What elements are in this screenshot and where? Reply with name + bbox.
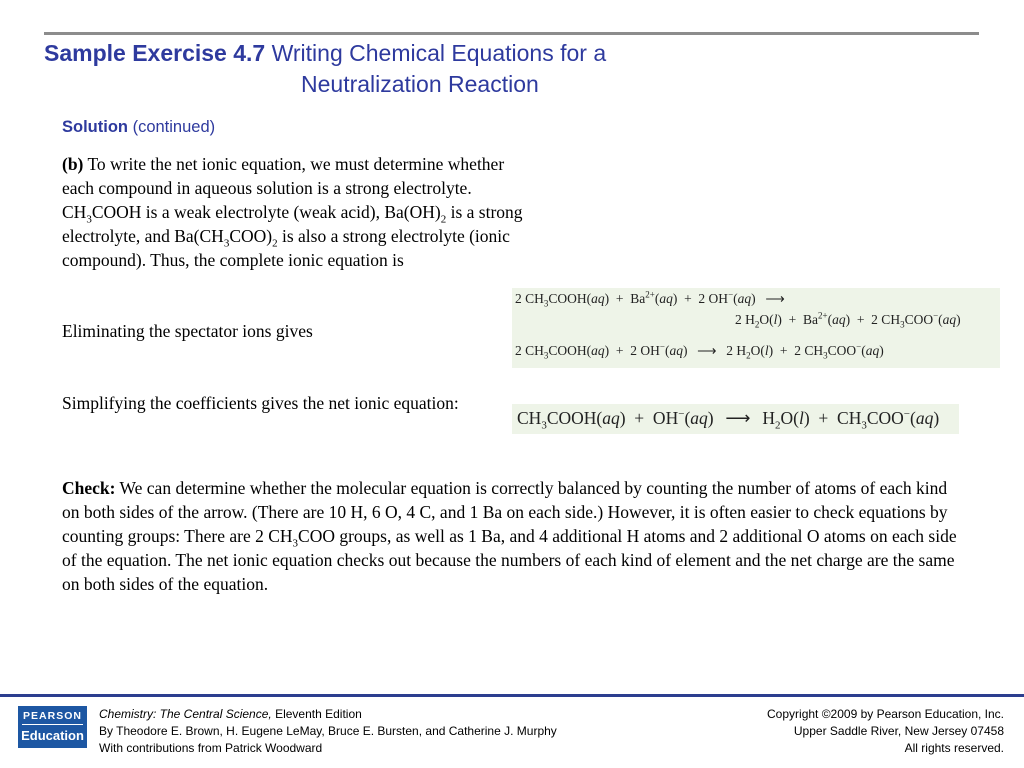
footer-rights: All rights reserved. — [904, 741, 1004, 755]
footer-rule — [0, 694, 1024, 697]
title-line2: Neutralization Reaction — [301, 71, 539, 97]
subhead-bold: Solution — [62, 118, 128, 136]
footer-book-title: Chemistry: The Central Science, — [99, 707, 272, 721]
paragraph-simplifying: Simplifying the coefficients gives the net ionic equation: — [62, 393, 459, 413]
footer-authors: By Theodore E. Brown, H. Eugene LeMay, Bruce E. Bursten, and Catherine J. Murphy — [99, 724, 557, 738]
paragraph-b-text-1: To write the net ionic equation, we must determine whether each compound in aqueous solution is a strong electrolyte. CH — [62, 154, 505, 222]
title-line1: Writing Chemical Equations for a — [271, 40, 607, 66]
complete-ionic-line1: 2 $CH_3COOH(aq) + Ba^{2+}(aq) + 2$ OH−(aq) ⟶ — [515, 289, 785, 309]
footer-copyright — [767, 706, 1004, 757]
paragraph-b-text-2: COOH is a weak electrolyte (weak acid), Ba(OH) — [91, 202, 441, 222]
footer-citation — [99, 706, 557, 757]
paragraph-b-text-5: is also a strong electrolyte (ionic compound). Thus, the complete ionic equation is — [62, 226, 510, 270]
exercise-number: Sample Exercise 4.7 — [44, 40, 266, 66]
subhead-rest: (continued) — [132, 118, 216, 136]
slide-title — [44, 38, 724, 100]
paragraph-b-text-4: COO) — [229, 226, 273, 246]
paragraph-b-sub-4: 2 — [272, 237, 278, 250]
pearson-logo — [18, 706, 87, 748]
complete-ionic-equation-figure — [512, 288, 1000, 368]
paragraph-b — [62, 152, 527, 272]
check-label: Check: — [62, 478, 116, 498]
footer-book-line — [99, 706, 557, 723]
check-text-2: COO groups, as well as 1 Ba, and 4 additional H atoms and 2 additional O atoms on each side of the equation. The net ionic equation checks out because the numbers of each kind of element and the net charge are the same on both sides of the equation. — [62, 526, 957, 594]
paragraph-b-sub-3: 3 — [223, 237, 230, 250]
footer-copyright-line: Copyright ©2009 by Pearson Education, Inc. — [767, 707, 1004, 721]
complete-ionic-line2: 2 $H_2O(l) + Ba^{2+}(aq) + 2$ $CH_3COO^-(aq)$ — [735, 310, 961, 330]
paragraph-b-sub-1: 3 — [86, 213, 92, 226]
spectator-removed-equation: 2 $CH_3COOH(aq) + 2$ OH−(aq) ⟶ 2 $H_2O(l) + 2$ $CH_3COO^-(aq)$ — [515, 341, 884, 361]
footer-contributions: With contributions from Patrick Woodward — [99, 741, 323, 755]
check-sub-1: 3 — [292, 537, 299, 550]
logo-top-text: PEARSON — [22, 706, 83, 725]
paragraph-b-text-3: is a strong electrolyte, and Ba(CH — [62, 202, 523, 246]
footer-edition: Eleventh Edition — [271, 707, 362, 721]
solution-subhead — [62, 118, 215, 137]
paragraph-b-label: (b) — [62, 154, 84, 174]
net-ionic-equation-figure — [512, 404, 959, 434]
check-text-1: We can determine whether the molecular equation is correctly balanced by counting the number of atoms of each kind on both sides of the arrow. (There are 10 H, 6 O, 4 C, and 1 Ba on each side.) However, it is often easier to check equations by counting groups: There are 2 CH — [62, 478, 948, 546]
footer-location: Upper Saddle River, New Jersey 07458 — [793, 724, 1004, 738]
paragraph-b-sub-2: 2 — [440, 213, 447, 226]
logo-bottom-text: Education — [21, 728, 84, 743]
net-ionic-equation: $CH_3COOH(aq) + OH^-(aq)$ ⟶ $H_2O(l) + CH_3COO^-(aq)$ — [517, 408, 940, 432]
top-rule — [44, 32, 979, 35]
paragraph-check — [62, 476, 967, 596]
paragraph-eliminating: Eliminating the spectator ions gives — [62, 321, 313, 341]
